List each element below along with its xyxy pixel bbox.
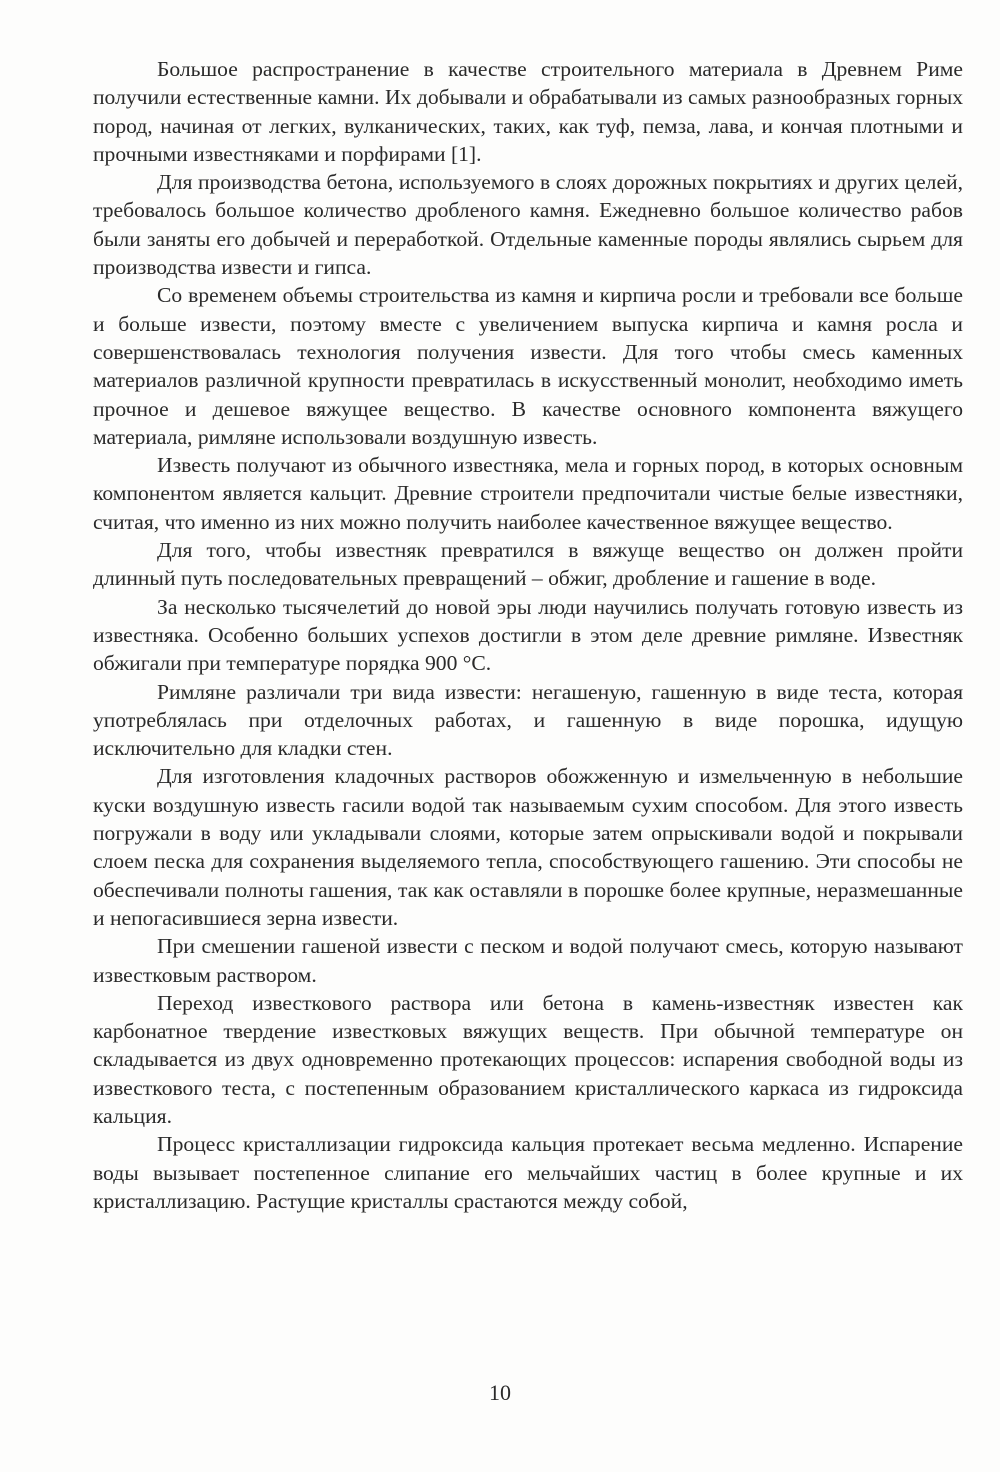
paragraph: За несколько тысячелетий до новой эры люди научились получать готовую известь из известняка. Особенно больших успехов достигли в этом деле древние римляне. Известняк обжигали при температуре порядка 900 °С. xyxy=(93,594,963,676)
paragraph: Для того, чтобы известняк превратился в вяжуще вещество он должен пройти длинный путь последовательных превращений – обжиг, дробление и гашение в воде. xyxy=(93,538,963,591)
body-text xyxy=(93,55,963,1215)
paragraph: Большое распространение в качестве строительного материала в Древнем Риме получили естественные камни. Их добывали и обрабатывали из самых разнообразных горных пород, начиная от легких, вулканических, таких, как туф, пемза, лава, и кончая плотными и прочными известняками и порфирами [1]. xyxy=(93,57,963,166)
paragraph: При смешении гашеной извести с песком и водой получают смесь, которую называют известковым раствором. xyxy=(93,934,963,987)
paragraph: Процесс кристаллизации гидроксида кальция протекает весьма медленно. Испарение воды вызывает постепенное слипание его мельчайших частиц в более крупные и их кристаллизацию. Растущие кристаллы срастаются между собой, xyxy=(93,1132,963,1213)
page-number: 10 xyxy=(489,1380,511,1405)
paragraph: Переход известкового раствора или бетона в камень-известняк известен как карбонатное твердение известковых вяжущих веществ. При обычной температуре он складывается из двух одновременно протекающих процессов: испарения свободной воды из известкового теста, с постепенным образованием кристаллического каркаса из гидроксида кальция. xyxy=(93,990,963,1128)
paragraph: Для изготовления кладочных растворов обожженную и измельченную в небольшие куски воздушную известь гасили водой так называемым сухим способом. Для этого известь погружали в воду или укладывали слоями, которые затем опрыскивали водой и покрывали слоем песка для сохранения выделяемого тепла, способствующего гашению. Эти способы не обеспечивали полноты гашения, так как оставляли в порошке более крупные, неразмешанные и непогасившиеся зерна извести. xyxy=(93,764,963,930)
paragraph: Со временем объемы строительства из камня и кирпича росли и требовали все больше и больше извести, поэтому вместе с увеличением выпуска кирпича и камня росла и совершенствовалась технология получения извести. Для того чтобы смесь каменных материалов различной крупности превратилась в искусственный монолит, необходимо иметь прочное и дешевое вяжущее вещество. В качестве основного компонента вяжущего материала, римляне использовали воздушную известь. xyxy=(93,283,963,449)
paragraph: Для производства бетона, используемого в слоях дорожных покрытиях и других целей, требовалось большое количество дробленого камня. Ежедневно большое количество рабов были заняты его добычей и переработкой. Отдельные каменные породы являлись сырьем для производства извести и гипса. xyxy=(93,170,963,280)
paragraph: Римляне различали три вида извести: негашеную, гашенную в виде теста, которая употреблялась при отделочных работах, и гашенную в виде порошка, идущую исключительно для кладки стен. xyxy=(93,679,963,761)
paragraph: Известь получают из обычного известняка, мела и горных пород, в которых основным компонентом является кальцит. Древние строители предпочитали чистые белые известняки, считая, что именно из них можно получить наиболее качественное вяжущее вещество. xyxy=(93,453,963,534)
